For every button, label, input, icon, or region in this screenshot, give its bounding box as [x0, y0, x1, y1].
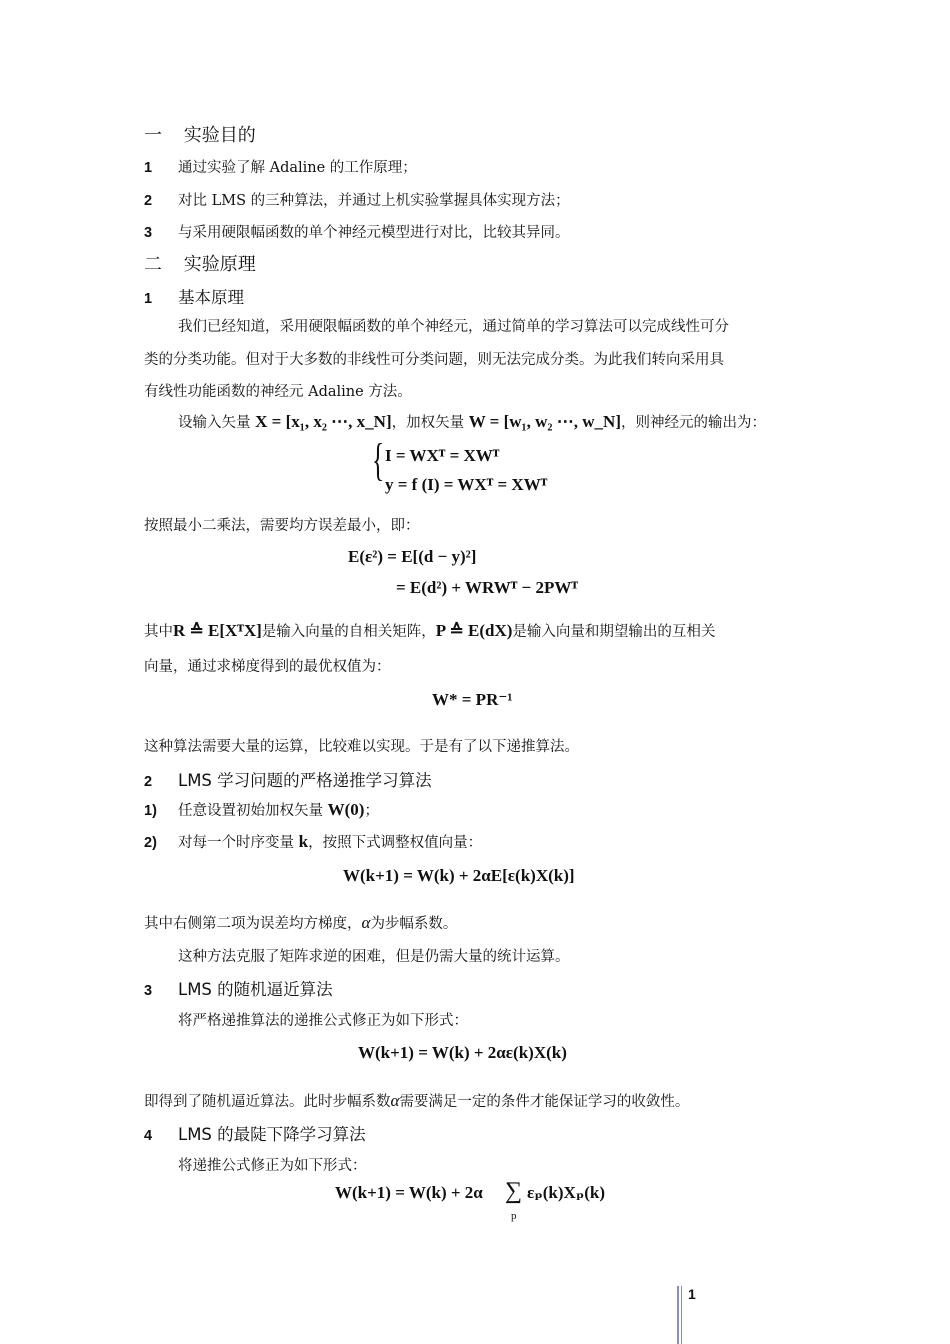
list-item [144, 221, 570, 242]
subsection-number: 3 [144, 983, 153, 999]
section-number: 一 [144, 125, 162, 146]
section-title: 实验原理 [183, 254, 256, 275]
paragraph-line [144, 912, 457, 933]
list-item-text: 对每一个时序变量 [178, 835, 294, 851]
list-item [144, 799, 379, 820]
subsection-number: 2 [144, 774, 153, 790]
list-item [144, 156, 417, 177]
p-definition-formula: P ≙ E(dX) [435, 621, 513, 640]
text-fragment: 是输入向量的自相关矩阵， [261, 624, 436, 640]
list-item-number: 2 [144, 193, 153, 209]
footer-rule-right [681, 1286, 682, 1344]
time-variable-formula: k [298, 832, 309, 851]
section-heading-2 [144, 250, 256, 276]
text-fragment: ，则神经元的输出为： [621, 415, 766, 431]
paragraph-line: 类的分类功能。但对于大多数的非线性可分类问题，则无法完成分类。为此我们转向采用具 [144, 352, 724, 368]
r-definition-formula: R ≙ E[XᵀX] [173, 621, 262, 640]
subsection-number: 1 [144, 291, 153, 307]
subsection-heading-4 [144, 1121, 366, 1145]
list-item-number: 3 [144, 225, 153, 241]
steepest-descent-equation-right: εₚ(k)Xₚ(k) [527, 1183, 606, 1202]
alpha-symbol: α [361, 913, 371, 932]
list-item-text: 与采用硬限幅函数的单个神经元模型进行对比，比较其异同。 [178, 225, 570, 241]
text-fragment: 是输入向量和期望输出的互相关 [512, 624, 716, 640]
left-brace: { [372, 434, 385, 485]
subsection-title: LMS 学习问题的严格递推学习算法 [178, 771, 432, 790]
subsection-number: 4 [144, 1128, 153, 1144]
definition-line [144, 620, 715, 641]
subsection-title: LMS 的最陡下降学习算法 [178, 1125, 366, 1144]
list-item [144, 189, 570, 210]
paragraph-line: 我们已经知道，采用硬限幅函数的单个神经元，通过简单的学习算法可以完成线性可分 [178, 319, 729, 335]
section-heading-1 [144, 121, 256, 147]
stochastic-approximation-equation: W(k+1) = W(k) + 2αε(k)X(k) [358, 1043, 567, 1062]
system-equation-2: y = f (I) = WXᵀ = XWᵀ [385, 475, 548, 494]
subsection-heading-3 [144, 976, 333, 1000]
paragraph-line: 按照最小二乘法，需要均方误差最小，即： [144, 518, 420, 534]
text-fragment: ，加权矢量 [391, 415, 465, 431]
input-definition-line [178, 411, 766, 432]
subsection-title: 基本原理 [178, 288, 244, 307]
strict-recursion-equation: W(k+1) = W(k) + 2αE[ε(k)X(k)] [343, 866, 575, 885]
subsection-heading-1 [144, 284, 244, 308]
error-equation-2: = E(d²) + WRWᵀ − 2PWᵀ [396, 578, 578, 597]
text-fragment: ； [364, 803, 379, 819]
text-fragment: 即得到了随机逼近算法。此时步幅系数 [144, 1094, 391, 1110]
system-equation-1: I = WXᵀ = XWᵀ [385, 446, 500, 465]
steepest-descent-equation-left: W(k+1) = W(k) + 2α [335, 1183, 483, 1202]
paragraph-line [144, 1090, 689, 1111]
text-fragment: 需要满足一定的条件才能保证学习的收敛性。 [399, 1094, 690, 1110]
text-fragment: ，按照下式调整权值向量： [308, 835, 483, 851]
paragraph-line: 这种方法克服了矩阵求逆的困难，但是仍需大量的统计运算。 [178, 949, 570, 965]
footer-rule-left [677, 1286, 679, 1344]
paragraph-line: 将递推公式修正为如下形式： [178, 1158, 367, 1174]
section-title: 实验目的 [183, 125, 256, 146]
paragraph-line: 将严格递推算法的递推公式修正为如下形式： [178, 1013, 468, 1029]
paragraph-line: 这种算法需要大量的运算，比较难以实现。于是有了以下递推算法。 [144, 739, 579, 755]
list-item-text: 任意设置初始加权矢量 [178, 803, 323, 819]
text-fragment: 其中右侧第二项为误差均方梯度， [144, 916, 362, 932]
initial-weight-formula: W(0) [327, 800, 365, 819]
alpha-symbol: α [390, 1091, 400, 1110]
text-fragment: 设输入矢量 [178, 415, 251, 431]
list-item-text: 对比 LMS 的三种算法，并通过上机实验掌握具体实现方法； [178, 193, 570, 209]
optimal-weight-equation: W* = PR⁻¹ [432, 690, 513, 709]
subsection-title: LMS 的随机逼近算法 [178, 980, 333, 999]
summation-subscript: p [511, 1210, 517, 1222]
text-fragment: 为步幅系数。 [370, 916, 458, 932]
page-number: 1 [688, 1286, 696, 1302]
list-item-number: 1 [144, 160, 153, 176]
list-item-number: 1) [144, 803, 157, 819]
paragraph-line: 向量，通过求梯度得到的最优权值为： [144, 659, 391, 675]
weight-vector-formula: W = [w₁, w₂ ⋯, w_N] [468, 412, 621, 431]
section-number: 二 [144, 254, 162, 275]
subsection-heading-2 [144, 767, 432, 791]
text-fragment: 其中 [144, 624, 173, 640]
list-item [144, 831, 482, 852]
input-vector-formula: X = [x₁, x₂ ⋯, x_N] [255, 412, 392, 431]
list-item-text: 通过实验了解 Adaline 的工作原理； [178, 160, 417, 176]
summation-symbol: ∑ [505, 1178, 523, 1204]
error-equation-1: E(ε²) = E[(d − y)²] [348, 547, 477, 566]
list-item-number: 2) [144, 835, 157, 851]
paragraph-line: 有线性功能函数的神经元 Adaline 方法。 [144, 384, 412, 400]
